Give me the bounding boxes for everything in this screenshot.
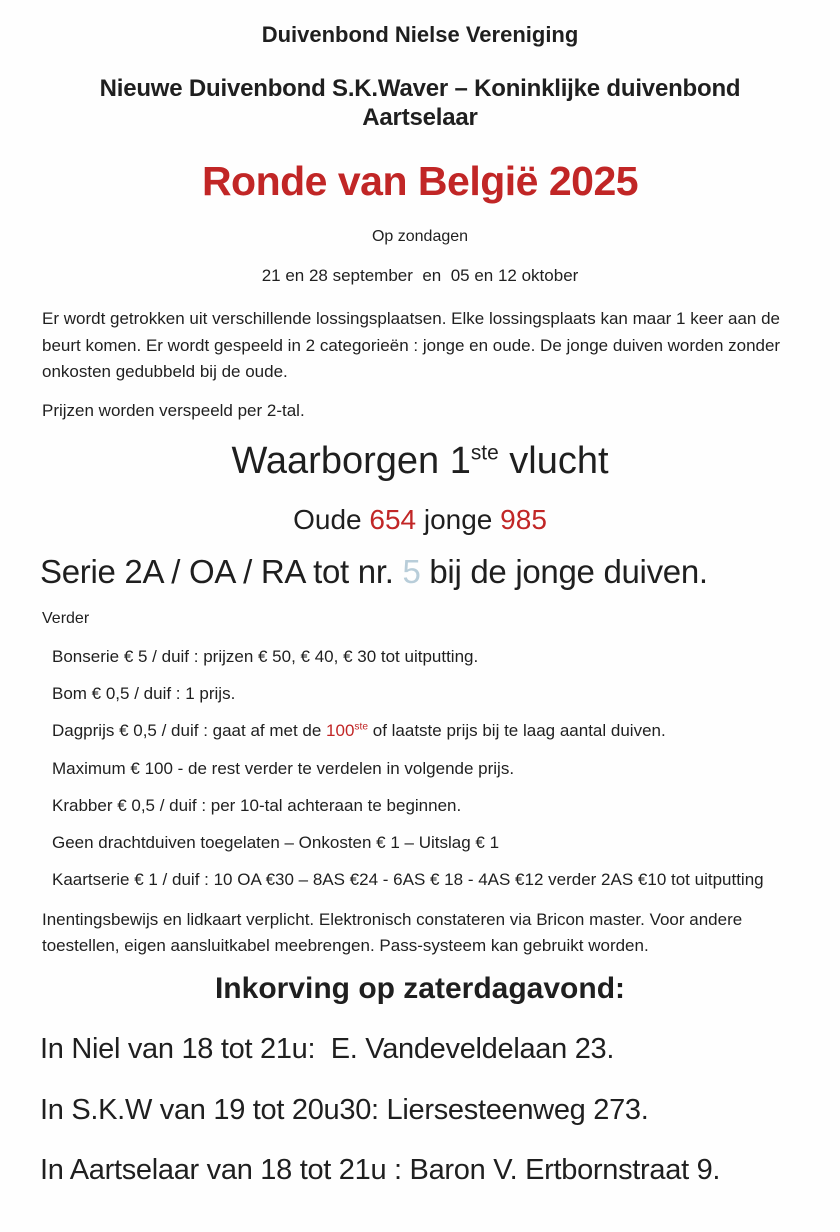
- rule-dagprijs-suffix: of laatste prijs bij te laag aantal duiven.: [368, 721, 666, 741]
- org-line-1: Duivenbond Nielse Vereniging: [261, 22, 579, 47]
- intro-paragraph: Er wordt getrokken uit verschillende lossingsplaatsen. Elke lossingsplaats kan maar 1 keer aan de beurt komen. Er wordt gespeeld in 2 categorieën : jonge en oude. De jonge duiven worden zonder onkosten gedubbeld bij de oude.: [42, 309, 781, 381]
- rule-krabber: Krabber € 0,5 / duif : per 10-tal achteraan te beginnen.: [52, 795, 462, 815]
- schedule-label: Op zondagen: [371, 228, 469, 246]
- location-skw: In S.K.W van 19 tot 20u30: Liersesteenweg 273.: [40, 1093, 649, 1126]
- org-line-2: Nieuwe Duivenbond S.K.Waver – Koninklijke duivenbond Aartselaar: [99, 75, 741, 132]
- oude-label: Oude: [293, 503, 370, 535]
- serie-prefix: Serie 2A / OA / RA tot nr.: [40, 553, 403, 591]
- rule-dagprijs-number: 100: [326, 721, 355, 741]
- waarborgen-heading-prefix: Waarborgen 1: [231, 440, 471, 483]
- rule-bom: Bom € 0,5 / duif : 1 prijs.: [52, 684, 236, 704]
- rule-bonserie: Bonserie € 5 / duif : prijzen € 50, € 40, € 30 tot uitputting.: [52, 646, 479, 666]
- rules-label: Verder: [42, 609, 90, 627]
- equipment-note: Inentingsbewijs en lidkaart verplicht. Elektronisch constateren via Bricon master. Voor andere toestellen, eigen aansluitkabel meebrengen. Pass-systeem kan gebruikt worden.: [42, 909, 743, 956]
- rule-dagprijs: [52, 720, 800, 741]
- rule-drachtduiven: Geen drachtduiven toegelaten – Onkosten € 1 – Uitslag € 1: [52, 833, 500, 853]
- waarborgen-heading-superscript: ste: [470, 441, 499, 465]
- rule-maximum: Maximum € 100 - de rest verder te verdelen in volgende prijs.: [52, 758, 515, 778]
- serie-suffix: bij de jonge duiven.: [420, 553, 708, 591]
- jonge-label: jonge: [416, 503, 501, 535]
- waarborgen-heading-suffix: vlucht: [498, 440, 609, 483]
- guarantee-counts-line: [40, 503, 800, 537]
- rule-dagprijs-highlight: [326, 721, 368, 740]
- serie-line: [40, 552, 800, 592]
- serie-number: 5: [402, 553, 421, 591]
- basketing-heading: Inkorving op zaterdagavond:: [214, 972, 626, 1006]
- waarborgen-heading: [40, 439, 800, 485]
- location-niel: In Niel van 18 tot 21u: E. Vandeveldelaan 23.: [40, 1033, 615, 1066]
- rule-kaartserie: Kaartserie € 1 / duif : 10 OA €30 – 8AS €24 - 6AS € 18 - 4AS €12 verder 2AS €10 tot uitputting: [52, 870, 764, 890]
- schedule-dates: 21 en 28 september en 05 en 12 oktober: [261, 266, 579, 286]
- jonge-count: 985: [500, 503, 547, 535]
- rule-dagprijs-superscript: ste: [354, 721, 369, 733]
- page-title: Ronde van België 2025: [201, 157, 639, 204]
- rule-dagprijs-prefix: Dagprijs € 0,5 / duif : gaat af met de: [52, 721, 327, 741]
- prizes-note: Prijzen worden verspeeld per 2-tal.: [42, 401, 305, 421]
- oude-count: 654: [369, 503, 417, 535]
- location-aartselaar: In Aartselaar van 18 tot 21u : Baron V. Ertbornstraat 9.: [40, 1153, 721, 1186]
